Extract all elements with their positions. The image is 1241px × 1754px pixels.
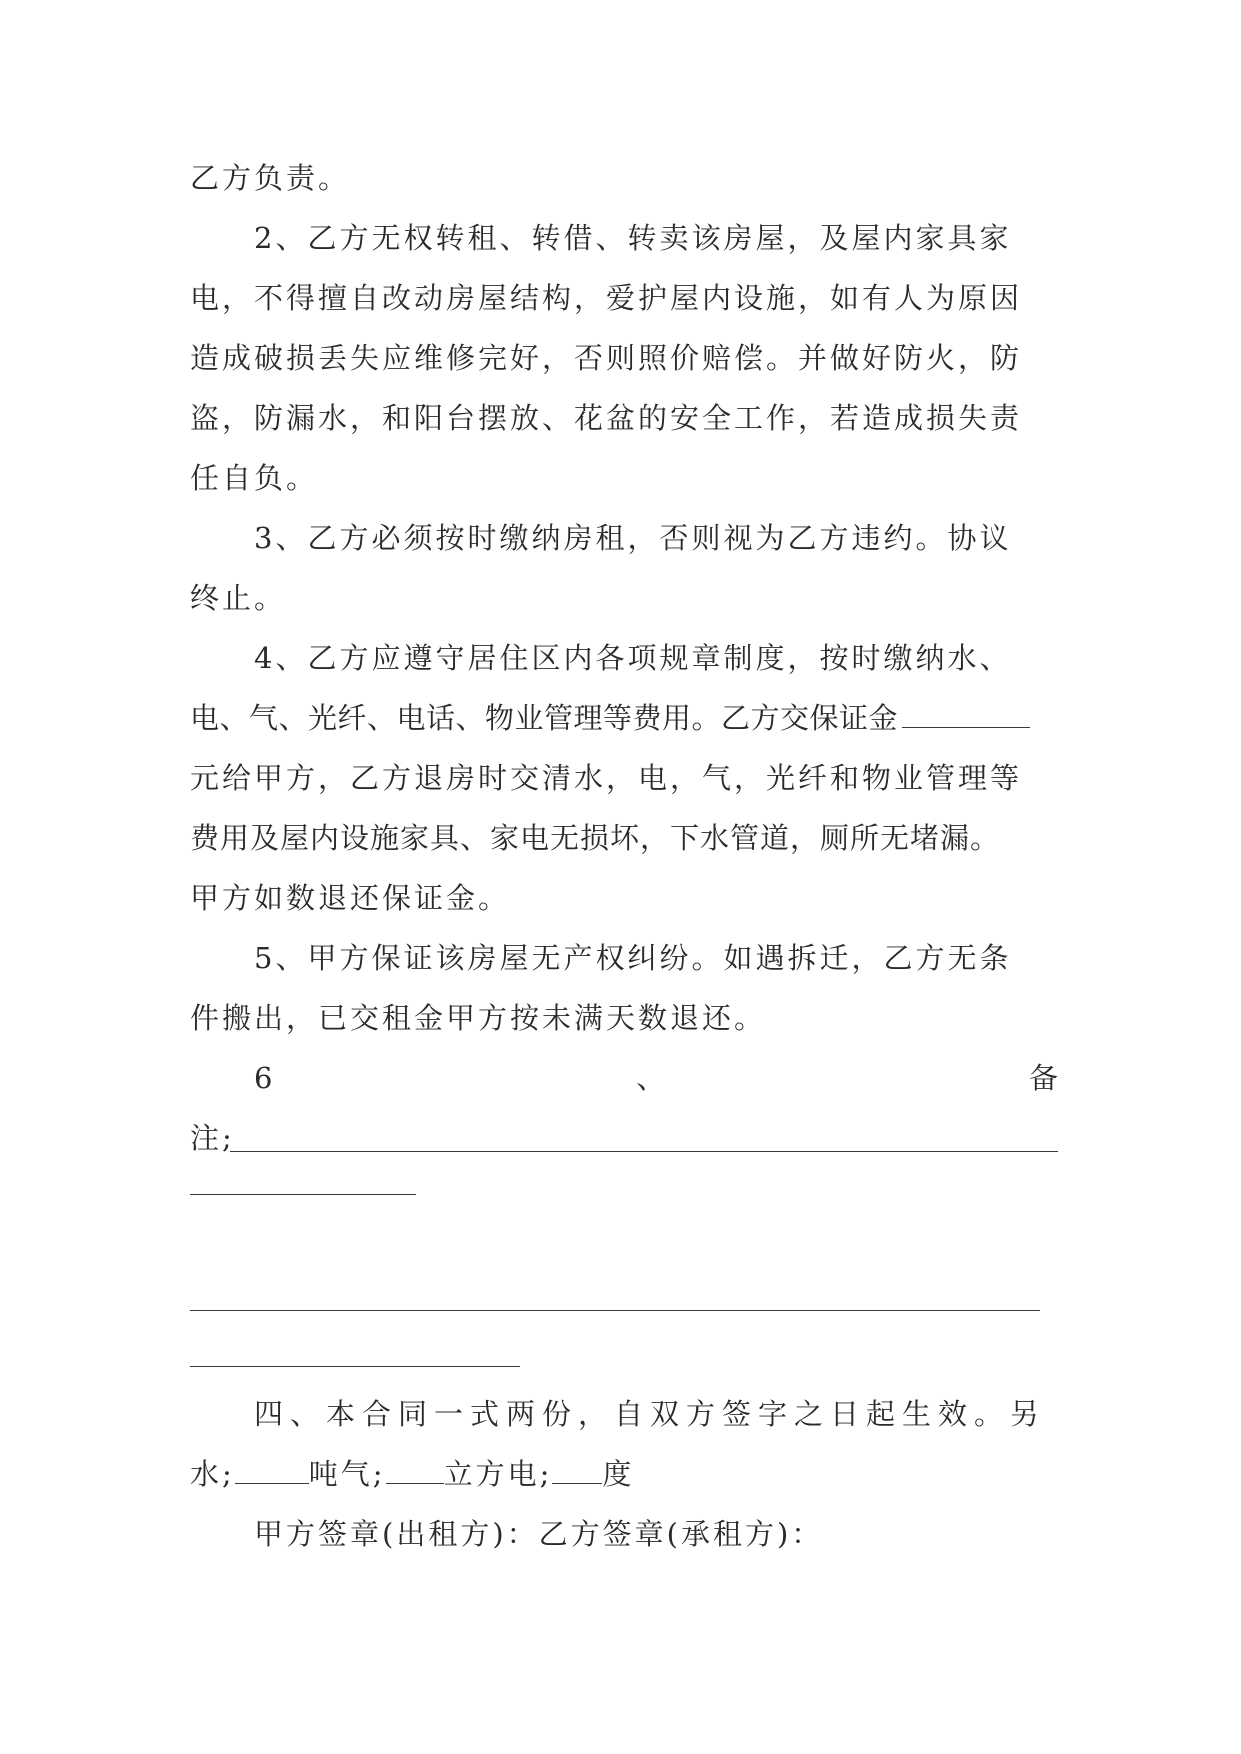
remarks-blank-line [190,1194,416,1195]
paragraph-line: 5、甲方保证该房屋无产权纠纷。如遇拆迁，乙方无条 [254,941,1012,975]
item-number: 6 [254,1061,273,1095]
paragraph-line: 盗，防漏水，和阳台摆放、花盆的安全工作，若造成损失责 [190,401,1023,435]
remarks-blank-line [230,1151,1058,1152]
paragraph-line: 甲方如数退还保证金。 [190,881,511,915]
water-unit: 吨气; [308,1457,386,1491]
paragraph-line: 任自负。 [190,461,319,495]
paragraph-line: 四、本合同一式两份，自双方签字之日起生效。另 [254,1397,1047,1431]
paragraph-line [190,698,1030,738]
paragraph-line: 费用及屋内设施家具、家电无损坏，下水管道，厕所无堵漏。 [190,821,1001,855]
paragraph-line: 造成破损丢失应维修完好，否则照价赔偿。并做好防火，防 [190,341,1023,375]
paragraph-line: 乙方负责。 [190,161,351,195]
paragraph-line: 电，不得擅自改动房屋结构，爱护屋内设施，如有人为原因 [190,281,1023,315]
paragraph-line: 件搬出，已交租金甲方按未满天数退还。 [190,1001,767,1035]
remarks-line [190,1118,235,1158]
remarks-label: 注; [190,1121,235,1155]
item-word: 备 [1028,1061,1058,1095]
remarks-blank-line [190,1310,1040,1311]
paragraph-text: 电、气、光纤、电话、物业管理等费用。乙方交保证金 [190,701,899,735]
deposit-blank [902,726,1030,728]
gas-unit: 立方电; [443,1457,553,1491]
paragraph-line: 2、乙方无权转租、转借、转卖该房屋，及屋内家具家 [254,221,1012,255]
item-separator: 、 [636,1061,666,1095]
paragraph-line: 4、乙方应遵守居住区内各项规章制度，按时缴纳水、 [254,641,1012,675]
paragraph-line: 元给甲方，乙方退房时交清水，电，气，光纤和物业管理等 [190,761,1023,795]
paragraph-line: 终止。 [190,581,287,615]
gas-blank [386,1482,444,1484]
remarks-blank-line [190,1366,520,1367]
water-blank [235,1482,309,1484]
paragraph-line: 3、乙方必须按时缴纳房租，否则视为乙方违约。协议 [254,521,1012,555]
power-blank [552,1482,602,1484]
power-unit: 度 [602,1457,635,1491]
utility-readings-line [190,1454,634,1494]
water-label: 水; [190,1457,235,1491]
item-6-heading [190,1058,1058,1098]
signature-line: 甲方签章(出租方)：乙方签章(承租方)： [254,1517,824,1551]
